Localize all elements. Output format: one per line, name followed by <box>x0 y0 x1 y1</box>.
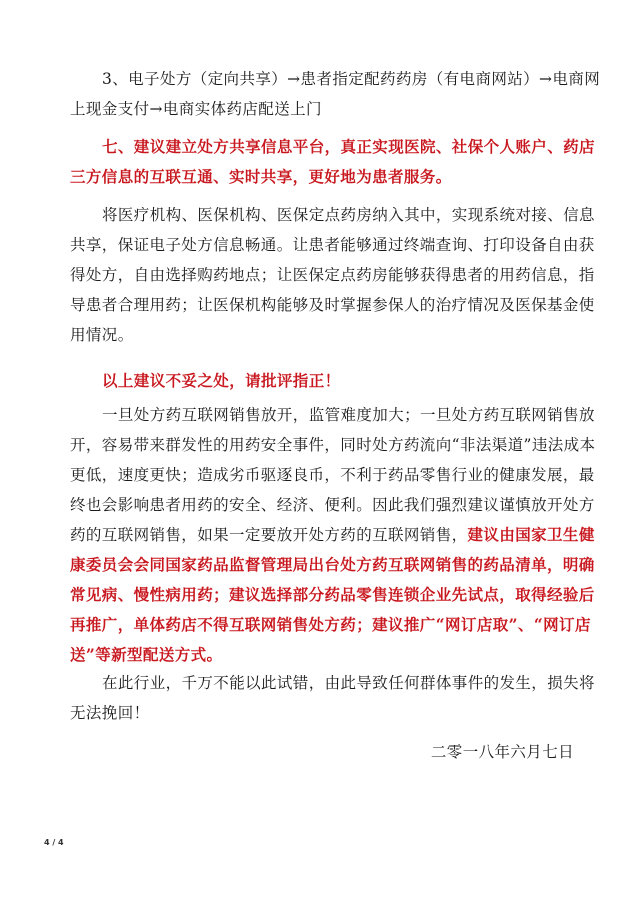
risk-paragraph <box>70 400 604 670</box>
risk-paragraph-recommendations: 建议由国家卫生健康委员会会同国家药品监督管理局出台处方药互联网销售的药品清单，明确常见病、慢性病用药；建议选择部分药品零售连锁企业先试点，取得经验后再推广，单体药店不得互联网销售处方药；建议推广“网订店取”、“网订店送”等新型配送方式。 <box>70 525 595 664</box>
document-date: 二零一八年六月七日 <box>430 743 574 761</box>
closing-heading: 以上建议不妥之处，请批评指正！ <box>102 371 341 390</box>
page-number: 4 / 4 <box>44 838 64 847</box>
risk-paragraph-normal: 一旦处方药互联网销售放开，监管难度加大；一旦处方药互联网销售放开，容易带来群发性的用药安全事件，同时处方药流向“非法渠道”违法成本更低，速度更快；造成劣币驱逐良币，不利于药品零售行业的健康发展，最终也会影响患者用药的安全、经济、便利。因此我们强烈建议谨慎放开处方药的互联网销售，如果一定要放开处方药的互联网销售， <box>70 406 596 544</box>
item-3-text: 3、电子处方（定向共享）→患者指定配药药房（有电商网站）→电商网上现金支付→电商实体药店配送上门 <box>70 70 601 118</box>
section-7-heading: 七、建议建立处方共享信息平台，真正实现医院、社保个人账户、药店三方信息的互联互通、实时共享，更好地为患者服务。 <box>70 137 595 186</box>
section-7-paragraph: 将医疗机构、医保机构、医保定点药房纳入其中，实现系统对接、信息共享，保证电子处方信息畅通。让患者能够通过终端查询、打印设备自由获得处方，自由选择购药地点；让医保定点药房能够获得患者的用药信息，指导患者合理用药；让医保机构能够及时掌握参保人的治疗情况及医保基金使用情况。 <box>70 206 595 344</box>
final-paragraph: 在此行业，千万不能以此试错，由此导致任何群体事件的发生，损失将无法挽回！ <box>70 674 595 722</box>
